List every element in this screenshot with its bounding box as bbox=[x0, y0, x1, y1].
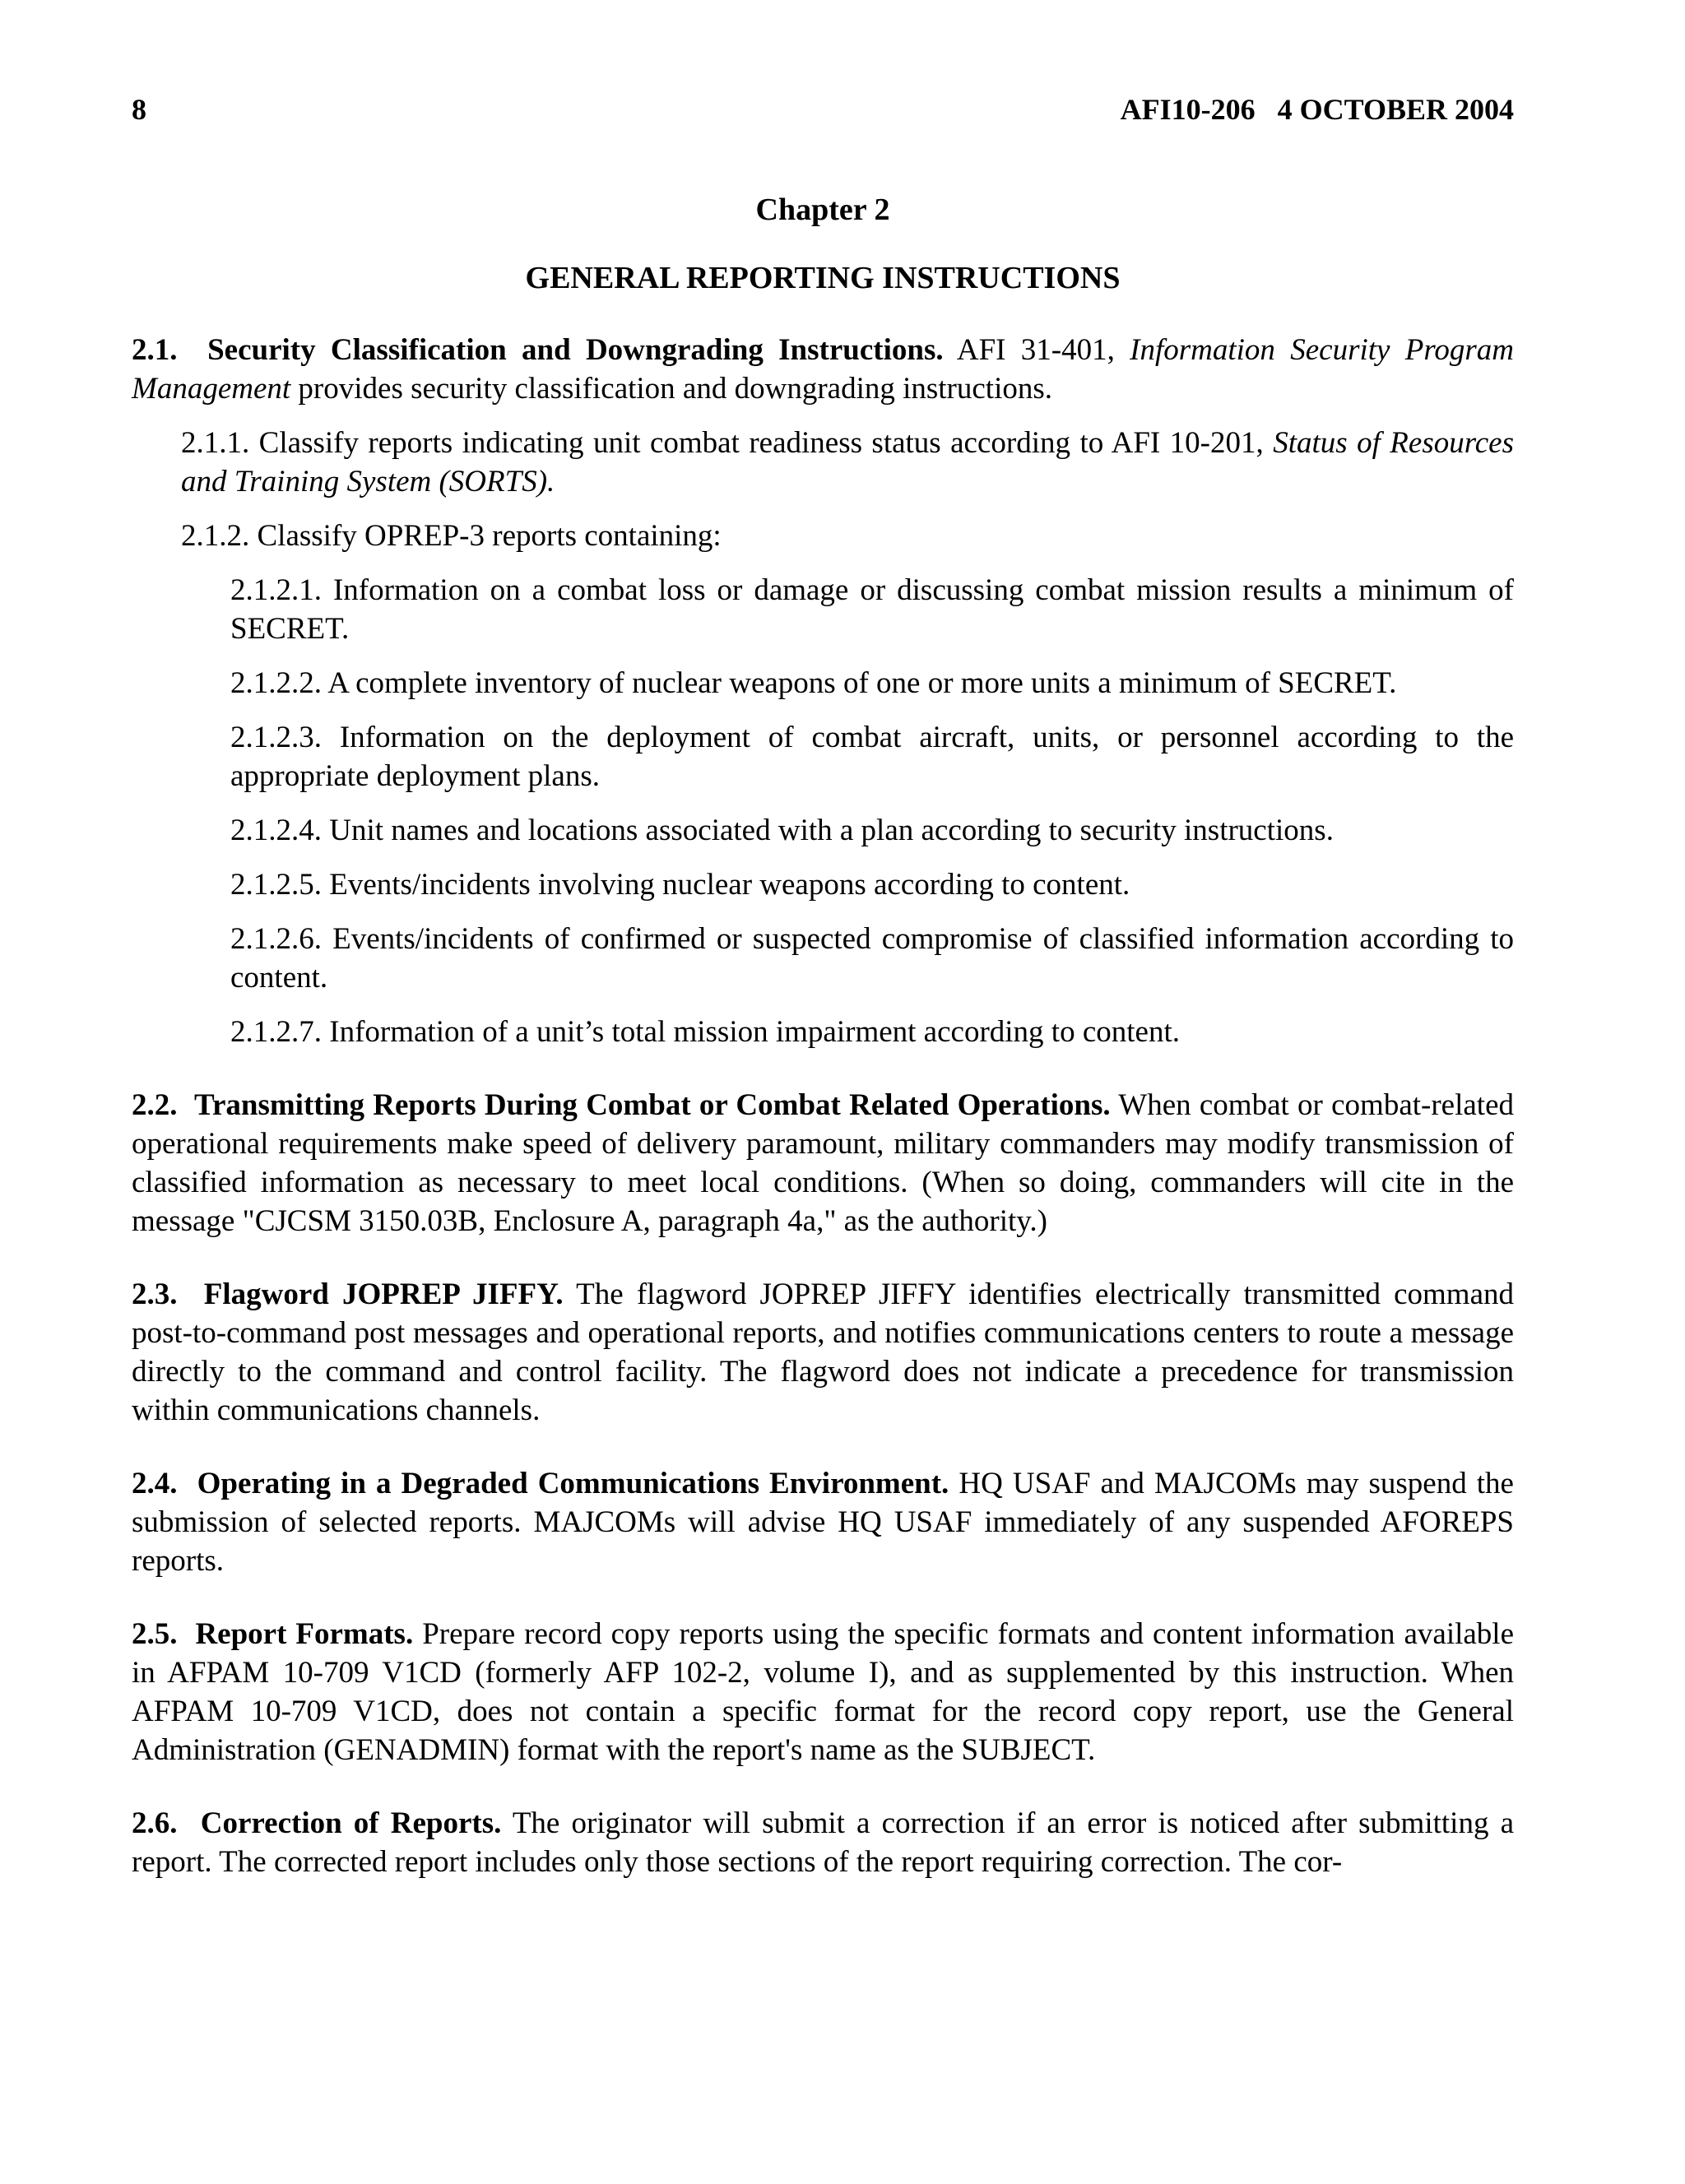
paragraph-2-1-2 bbox=[181, 517, 1514, 555]
paragraph-2-1-2-3 bbox=[230, 718, 1514, 795]
paragraph-number: 2.1.2.6. bbox=[230, 922, 322, 956]
chapter-title: GENERAL REPORTING INSTRUCTIONS bbox=[525, 261, 1121, 295]
paragraph-number: 2.5. bbox=[132, 1617, 178, 1651]
paragraph-number: 2.1.2.3. bbox=[230, 721, 322, 754]
paragraph-2-1-2-5 bbox=[230, 865, 1514, 904]
paragraph-number: 2.4. bbox=[132, 1467, 178, 1500]
paragraph-number: 2.3. bbox=[132, 1277, 178, 1311]
paragraph-number: 2.1.2.4. bbox=[230, 814, 322, 847]
paragraph-text: The flagword JOPREP JIFFY identifies electrically transmitted command post-to-command post messages and operational reports, and notifies communications centers to route a message directly to the command and control facility. The flagword does not indicate a precedence for transmission within communications channels. bbox=[132, 1277, 1514, 1427]
paragraph-title: Correction of Reports. bbox=[200, 1806, 502, 1840]
paragraph-text: Events/incidents involving nuclear weapons according to content. bbox=[322, 868, 1130, 902]
page-header bbox=[132, 89, 1514, 130]
paragraph-number: 2.6. bbox=[132, 1806, 178, 1840]
paragraph-text: Information of a unit’s total mission impairment according to content. bbox=[322, 1015, 1180, 1049]
paragraph-2-1-2-6 bbox=[230, 920, 1514, 997]
paragraph-text: The originator will submit a correction if an error is noticed after submitting a report. The corrected report includes only those sections of the report requiring correction. The cor- bbox=[132, 1806, 1515, 1879]
paragraph-2-1-2-7 bbox=[230, 1013, 1514, 1051]
paragraph-2-1-2-4 bbox=[230, 811, 1514, 850]
paragraph-2-1-1 bbox=[181, 424, 1514, 501]
paragraph-text: Prepare record copy reports using the specific formats and content information available in AFPAM 10-709 V1CD (formerly AFP 102-2, volume I), and as supplemented by this instruction. When AFPAM 10-709 V1CD, does not contain a specific format for the record copy report, use the General Administration (GENADMIN) format with the report's name as the SUBJECT. bbox=[132, 1617, 1515, 1767]
paragraph-2-1-2-2 bbox=[230, 664, 1514, 702]
page-number: 8 bbox=[132, 93, 146, 126]
paragraph-number: 2.1.2.1. bbox=[230, 573, 322, 607]
paragraph-title: Flagword JOPREP JIFFY. bbox=[203, 1277, 564, 1311]
document-page bbox=[132, 0, 1514, 2184]
paragraph-number: 2.2. bbox=[132, 1088, 178, 1122]
paragraph-number: 2.1.2.2. bbox=[230, 666, 322, 700]
paragraph-text: Information on the deployment of combat aircraft, units, or personnel according to the appropriate deployment plans. bbox=[230, 721, 1514, 793]
paragraph-italic-ref: Information Security Program Management bbox=[132, 333, 1515, 406]
document-body bbox=[132, 331, 1514, 1897]
paragraph-number: 2.1.2.7. bbox=[230, 1015, 322, 1049]
paragraph-text: Classify reports indicating unit combat readiness status according to AFI 10-201, bbox=[249, 426, 1274, 460]
chapter-label: Chapter 2 bbox=[755, 192, 890, 227]
paragraph-italic-ref: Status of Resources and Training System (SORTS). bbox=[181, 426, 1514, 498]
paragraph-text: When combat or combat-related operational requirements make speed of delivery paramount, military commanders may modify transmission of classified information as necessary to meet local conditions. (When so doing, commanders will cite in the message "CJCSM 3150.03B, Enclosure A, paragraph 4a," as the authority.) bbox=[132, 1088, 1515, 1238]
paragraph-title: Transmitting Reports During Combat or Combat Related Operations. bbox=[194, 1088, 1111, 1122]
paragraph-text: provides security classification and downgrading instructions. bbox=[290, 372, 1053, 406]
paragraph-text: Classify OPREP-3 reports containing: bbox=[249, 519, 722, 553]
paragraph-2-1-2-1 bbox=[230, 571, 1514, 648]
paragraph-title: Operating in a Degraded Communications Environment. bbox=[197, 1467, 949, 1500]
paragraph-title: Report Formats. bbox=[195, 1617, 414, 1651]
paragraph-text: HQ USAF and MAJCOMs may suspend the submission of selected reports. MAJCOMs will advise HQ USAF immediately of any suspended AFOREPS reports. bbox=[132, 1467, 1514, 1578]
paragraph-number: 2.1.2. bbox=[181, 519, 250, 553]
paragraph-number: 2.1.2.5. bbox=[230, 868, 322, 902]
paragraph-number: 2.1.1. bbox=[181, 426, 250, 460]
paragraph-2-4 bbox=[132, 1464, 1514, 1580]
document-id: AFI10-206 4 OCTOBER 2004 bbox=[1120, 93, 1514, 126]
paragraph-text: AFI 31-401, bbox=[943, 333, 1130, 367]
paragraph-2-1 bbox=[132, 331, 1514, 408]
paragraph-2-6 bbox=[132, 1804, 1514, 1881]
paragraph-2-5 bbox=[132, 1615, 1514, 1769]
paragraph-title: Security Classification and Downgrading Instructions. bbox=[207, 333, 944, 367]
paragraph-2-2 bbox=[132, 1086, 1514, 1240]
paragraph-text: A complete inventory of nuclear weapons of one or more units a minimum of SECRET. bbox=[322, 666, 1397, 700]
paragraph-text: Information on a combat loss or damage or discussing combat mission results a minimum of SECRET. bbox=[230, 573, 1514, 646]
paragraph-number: 2.1. bbox=[132, 333, 178, 367]
paragraph-text: Unit names and locations associated with a plan according to security instructions. bbox=[322, 814, 1334, 847]
paragraph-2-3 bbox=[132, 1275, 1514, 1430]
paragraph-text: Events/incidents of confirmed or suspected compromise of classified information according to content. bbox=[230, 922, 1514, 995]
